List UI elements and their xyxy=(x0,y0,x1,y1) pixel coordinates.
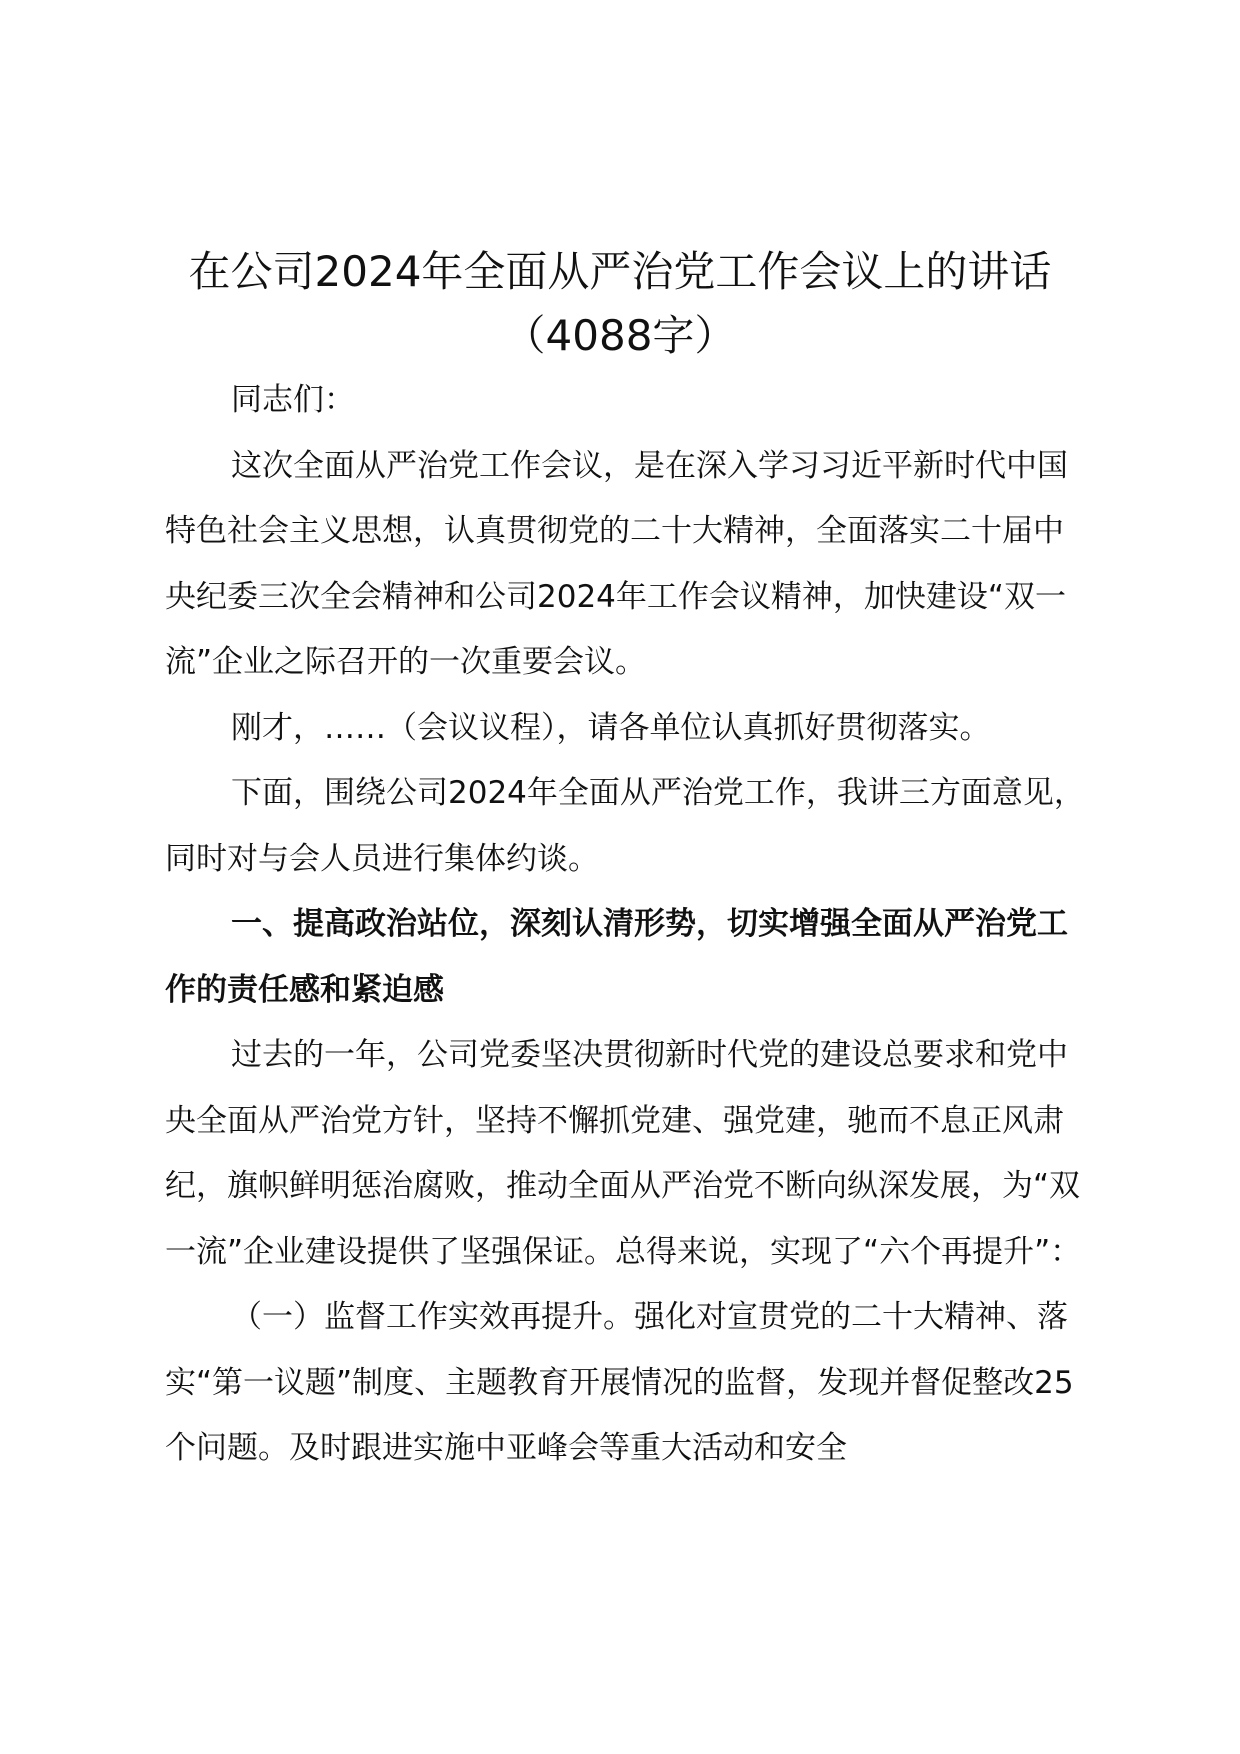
section-heading-1: 一、提高政治站位，深刻认清形势，切实增强全面从严治党工作的责任感和紧迫感 xyxy=(165,906,1068,1008)
paragraph-outline: 下面，围绕公司2024年全面从严治党工作，我讲三方面意见，同时对与会人员进行集体约谈。 xyxy=(165,775,1085,877)
paragraph-review: 过去的一年，公司党委坚决贯彻新时代党的建设总要求和党中央全面从严治党方针，坚持不懈抓党建、强党建，驰而不息正风肃纪，旗帜鲜明惩治腐败，推动全面从严治党不断向纵深发展，为“双一流”企业建设提供了坚强保证。总得来说，实现了“六个再提升”： xyxy=(165,1037,1082,1270)
paragraph-agenda: 刚才，……（会议议程），请各单位认真抓好贯彻落实。 xyxy=(231,709,991,746)
document-body xyxy=(165,368,1085,1482)
salutation: 同志们： xyxy=(231,382,355,418)
paragraph-subsection-1: （一）监督工作实效再提升。强化对宣贯党的二十大精神、落实“第一议题”制度、主题教育开展情况的监督，发现并督促整改25个问题。及时跟进实施中亚峰会等重大活动和安全 xyxy=(165,1299,1074,1466)
paragraph-intro: 这次全面从严治党工作会议，是在深入学习习近平新时代中国特色社会主义思想，认真贯彻党的二十大精神，全面落实二十届中央纪委三次全会精神和公司2024年工作会议精神，加快建设“双一流”企业之际召开的一次重要会议。 xyxy=(165,447,1068,680)
document-title: 在公司2024年全面从严治党工作会议上的讲话（4088字） xyxy=(188,247,1052,360)
